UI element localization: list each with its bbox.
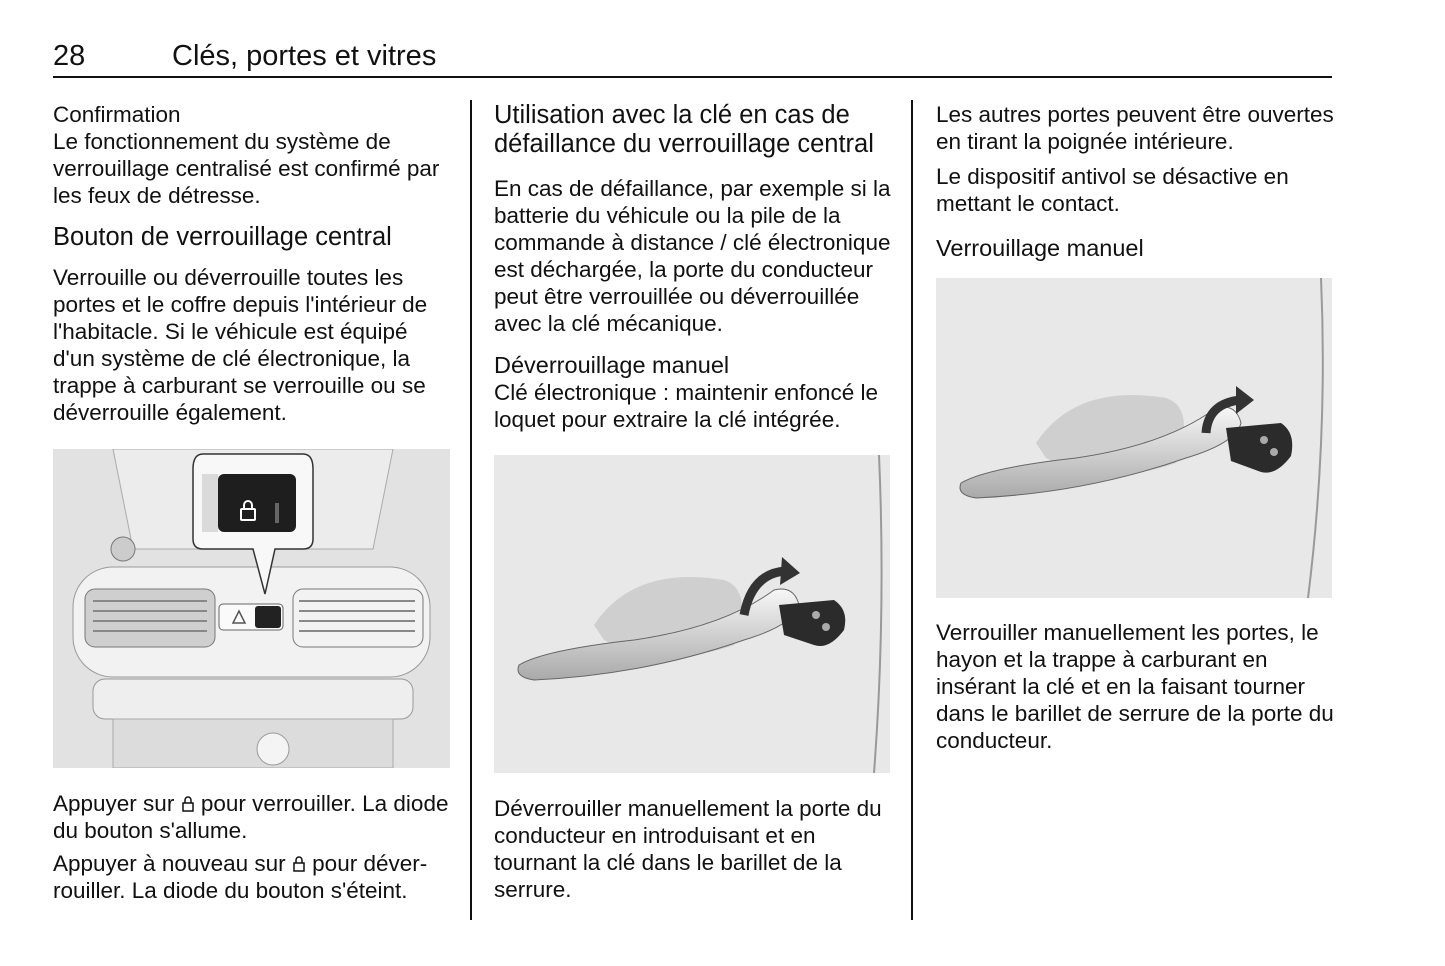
- manual-lock-subheading: Verrouillage manuel: [936, 235, 1144, 261]
- key-failure-intro: En cas de défaillance, par exemple si la batterie du véhicule ou la pile de la commande à distance / clé électronique est déchargée, la porte du conducteur peut être verrouillée ou déverrouillée avec la clé mécanique.: [494, 176, 891, 336]
- confirmation-text: Le fonctionnement du système de verrouillage centralisé est confirmé par les feux de détresse.: [53, 129, 440, 208]
- header-rule: [53, 76, 1332, 78]
- door-handle-lock-figure: [936, 278, 1332, 598]
- confirmation-title: Confirmation: [53, 102, 181, 127]
- padlock-icon: [292, 856, 306, 872]
- chapter-title: Clés, portes et vitres: [172, 40, 437, 72]
- unlock-instruction: Appuyer à nouveau sur pour déverrouiller. La diode du bouton s'éteint.: [53, 851, 428, 903]
- central-lock-button-figure: [53, 449, 450, 768]
- door-handle-unlock-figure: [494, 455, 890, 773]
- column-divider-1: [470, 100, 472, 920]
- key-failure-heading: Utilisation avec la clé en cas de défaillance du verrouillage central: [494, 101, 874, 158]
- column-1: [53, 101, 453, 426]
- other-doors-text: Les autres portes peuvent être ouvertes en tirant la poignée intérieure.: [936, 102, 1334, 154]
- antitheft-text: Le dispositif antivol se désactive en mettant le contact.: [936, 164, 1289, 216]
- column-divider-2: [911, 100, 913, 920]
- manual-unlock-instruction: Clé électronique : maintenir enfoncé le loquet pour extraire la clé intégrée.: [494, 380, 878, 432]
- central-lock-intro: Verrouille ou déverrouille toutes les portes et le coffre depuis l'intérieur de l'habitacle. Si le véhicule est équipé d'un système de clé électronique, la trappe à carburant se verrouille ou se déverrouille également.: [53, 265, 428, 425]
- manual-lock-caption: Verrouiller manuellement les portes, le hayon et la trappe à carburant en insérant la clé et en la faisant tourner dans le barillet de serrure de la porte du conducteur.: [936, 620, 1334, 753]
- lock-instruction: Appuyer sur pour verrouiller. La diode du bouton s'allume.: [53, 791, 449, 843]
- padlock-icon: [181, 796, 195, 812]
- column-2: [494, 101, 894, 433]
- column-1-lower: [53, 790, 453, 904]
- page-number: 28: [53, 40, 86, 72]
- column-3-lower: [936, 619, 1336, 754]
- column-2-lower: [494, 795, 894, 903]
- column-3: [936, 101, 1336, 262]
- central-lock-heading: Bouton de verrouillage central: [53, 223, 392, 251]
- manual-unlock-caption: Déverrouiller manuellement la porte du conducteur en introduisant et en tournant la clé dans le barillet de la serrure.: [494, 796, 882, 902]
- manual-unlock-subheading: Déverrouillage manuel: [494, 352, 730, 378]
